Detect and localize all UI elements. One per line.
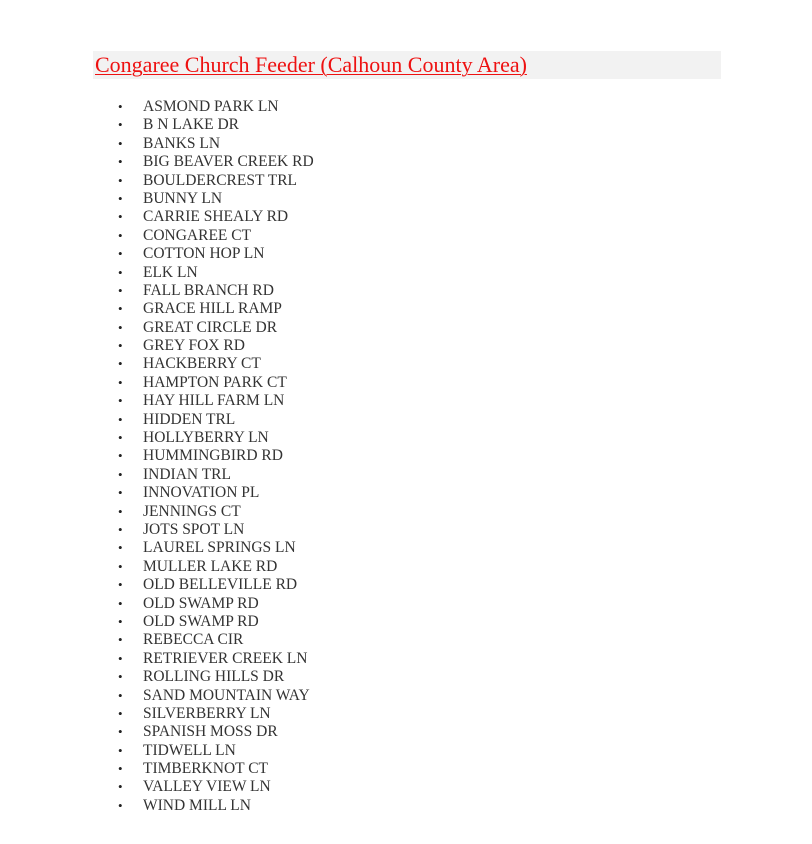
bullet-icon: • [118, 540, 123, 556]
bullet-icon: • [118, 374, 123, 390]
bullet-icon: • [118, 154, 123, 170]
street-name: OLD BELLEVILLE RD [143, 576, 298, 594]
bullet-icon: • [118, 117, 123, 133]
bullet-icon: • [118, 319, 123, 335]
bullet-icon: • [118, 797, 123, 813]
street-name: CONGAREE CT [143, 226, 252, 244]
bullet-icon: • [118, 485, 123, 501]
bullet-icon: • [118, 338, 123, 354]
bullet-icon: • [118, 687, 123, 703]
street-name: OLD SWAMP RD [143, 612, 259, 630]
street-name: SAND MOUNTAIN WAY [143, 686, 310, 704]
bullet-icon: • [118, 521, 123, 537]
street-name: JOTS SPOT LN [143, 520, 245, 538]
bullet-icon: • [118, 705, 123, 721]
street-name: GREY FOX RD [143, 337, 245, 355]
street-name: B N LAKE DR [143, 116, 240, 134]
street-name: BUNNY LN [143, 189, 223, 207]
bullet-icon: • [118, 430, 123, 446]
street-name: WIND MILL LN [143, 796, 251, 814]
bullet-icon: • [118, 227, 123, 243]
street-name: HAY HILL FARM LN [143, 392, 285, 410]
bullet-icon: • [118, 742, 123, 758]
bullet-icon: • [118, 724, 123, 740]
street-name: INNOVATION PL [143, 484, 260, 502]
street-name: BANKS LN [143, 134, 221, 152]
street-name: HUMMINGBIRD RD [143, 447, 283, 465]
street-name: MULLER LAKE RD [143, 557, 278, 575]
bullet-icon: • [118, 650, 123, 666]
bullet-icon: • [118, 246, 123, 262]
bullet-icon: • [118, 190, 123, 206]
street-name: ASMOND PARK LN [143, 98, 279, 115]
street-name: CARRIE SHEALY RD [143, 208, 289, 226]
bullet-icon: • [118, 209, 123, 225]
street-name: INDIAN TRL [143, 465, 231, 483]
street-name: VALLEY VIEW LN [143, 778, 271, 796]
bullet-icon: • [118, 466, 123, 482]
bullet-icon: • [118, 282, 123, 298]
bullet-icon: • [118, 172, 123, 188]
street-name: RETRIEVER CREEK LN [143, 649, 308, 667]
section-heading-bar [93, 51, 721, 79]
street-name: GREAT CIRCLE DR [143, 318, 278, 336]
bullet-icon: • [118, 761, 123, 777]
street-name: SPANISH MOSS DR [143, 723, 278, 741]
bullet-icon: • [118, 356, 123, 372]
bullet-icon: • [118, 613, 123, 629]
street-name: REBECCA CIR [143, 631, 244, 649]
street-name: ROLLING HILLS DR [143, 668, 285, 686]
street-name: SILVERBERRY LN [143, 704, 271, 722]
bullet-icon: • [118, 577, 123, 593]
bullet-icon: • [118, 448, 123, 464]
bullet-icon: • [118, 595, 123, 611]
bullet-icon: • [118, 558, 123, 574]
bullet-icon: • [118, 779, 123, 795]
bullet-icon: • [118, 301, 123, 317]
street-name: HACKBERRY CT [143, 355, 261, 373]
street-name: GRACE HILL RAMP [143, 300, 282, 318]
street-name: TIMBERKNOT CT [143, 760, 269, 778]
section-title-link[interactable]: Congaree Church Feeder (Calhoun County Area) [95, 52, 527, 77]
bullet-icon: • [118, 393, 123, 409]
bullet-icon: • [118, 135, 123, 151]
street-name: HOLLYBERRY LN [143, 429, 269, 447]
bullet-icon: • [118, 411, 123, 427]
bullet-icon: • [118, 632, 123, 648]
street-name: HAMPTON PARK CT [143, 373, 287, 391]
street-name: HIDDEN TRL [143, 410, 236, 428]
street-name: TIDWELL LN [143, 741, 236, 759]
street-name: COTTON HOP LN [143, 245, 265, 263]
bullet-icon: • [118, 264, 123, 280]
street-name: OLD SWAMP RD [143, 594, 259, 612]
bullet-icon: • [118, 669, 123, 685]
street-name: ELK LN [143, 263, 198, 281]
street-name: BOULDERCREST TRL [143, 171, 298, 189]
street-name: BIG BEAVER CREEK RD [143, 153, 314, 171]
bullet-icon: • [118, 99, 123, 114]
street-name: FALL BRANCH RD [143, 281, 274, 299]
street-name: JENNINGS CT [143, 502, 241, 520]
street-name: LAUREL SPRINGS LN [143, 539, 296, 557]
bullet-icon: • [118, 503, 123, 519]
